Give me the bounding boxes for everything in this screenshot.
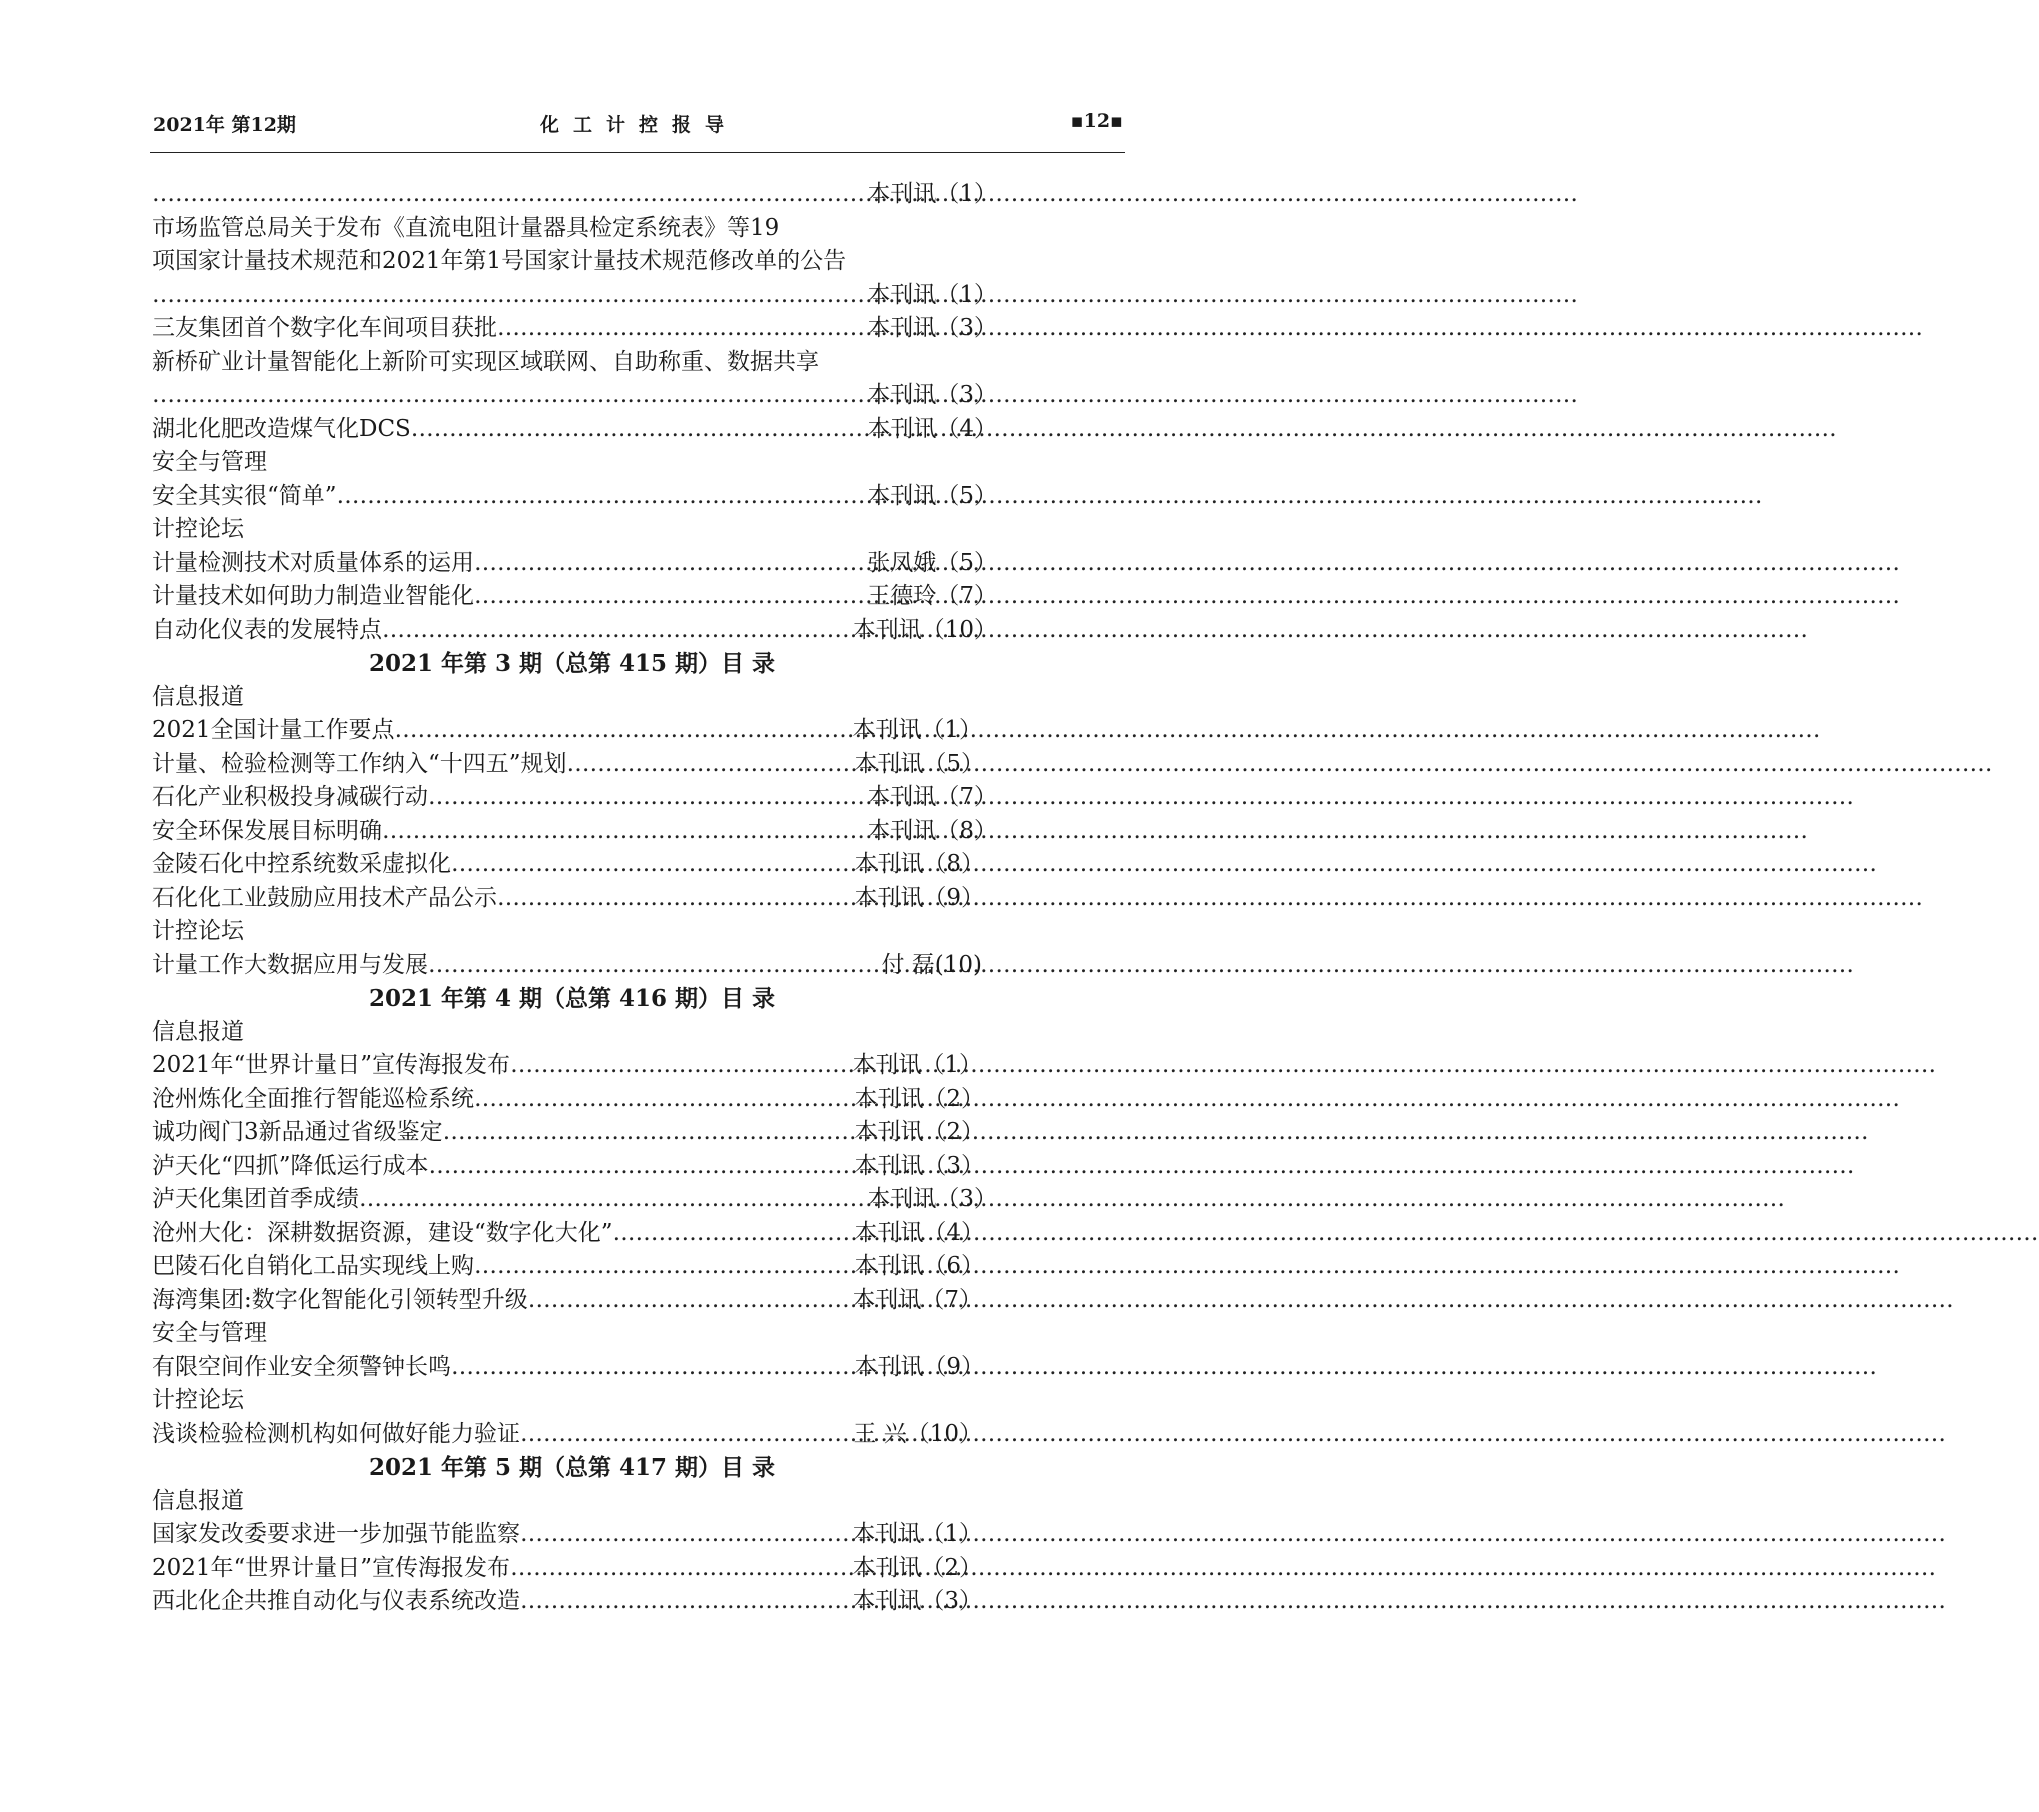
toc-source: 本刊讯（1）: [852, 1052, 982, 1078]
toc-title: 浅谈检验检测机构如何做好能力验证: [152, 1420, 520, 1447]
dot-leader: [429, 1150, 851, 1184]
toc-entry: [152, 1418, 982, 1452]
toc-title: 国家发改委要求进一步加强节能监察: [152, 1521, 520, 1547]
dot-leader: [474, 1250, 850, 1284]
toc-source: 本刊讯（1）: [867, 181, 997, 207]
toc-entry: [152, 1351, 984, 1385]
dot-leader: [497, 882, 850, 916]
table-of-contents: [152, 178, 997, 1619]
toc-entry: [152, 480, 997, 514]
toc-source: 本刊讯（5）: [867, 482, 997, 509]
toc-entry: [152, 815, 997, 849]
toc-source: 张凤娥（5）: [867, 549, 997, 576]
toc-entry: [152, 949, 982, 983]
toc-title: 湖北化肥改造煤气化DCS: [152, 415, 411, 442]
toc-title: 2021年“世界计量日”宣传海报发布: [152, 1554, 511, 1581]
section-heading: 信息报道: [152, 1018, 244, 1045]
section-heading: 信息报道: [152, 683, 244, 710]
dot-leader: [497, 312, 863, 346]
toc-title: 三友集团首个数字化车间项目获批: [152, 315, 497, 341]
toc-title-line: 市场监管总局关于发布《直流电阻计量器具检定系统表》等19: [152, 214, 780, 241]
dot-leader: [474, 547, 863, 581]
toc-source: 本刊讯（1）: [852, 717, 982, 743]
dot-leader: [443, 1116, 851, 1150]
toc-entry: [152, 882, 984, 916]
dot-leader: [520, 1585, 848, 1619]
toc-source: 本刊讯（7）: [852, 1286, 982, 1313]
toc-entry: [152, 1049, 982, 1083]
toc-entry: [152, 413, 997, 447]
section-heading: 计控论坛: [152, 516, 244, 542]
toc-source: 本刊讯（8）: [854, 851, 984, 877]
toc-source: 王 兴（10）: [853, 1420, 982, 1447]
toc-title: 计量工作大数据应用与发展: [152, 951, 428, 978]
dot-leader: [382, 815, 863, 849]
toc-title: 金陵石化中控系统数采虚拟化: [152, 851, 451, 877]
toc-title: 2021全国计量工作要点: [152, 717, 395, 743]
toc-title: 泸天化集团首季成绩: [152, 1186, 359, 1212]
dot-leader: [613, 1217, 851, 1251]
dot-leader: [359, 1183, 863, 1217]
dot-leader: [152, 178, 863, 212]
toc-entry: [152, 614, 997, 648]
toc-title: 巴陵石化自销化工品实现线上购: [152, 1253, 474, 1279]
dot-leader: [510, 1049, 848, 1083]
toc-title: 计量检测技术对质量体系的运用: [152, 549, 474, 576]
toc-title: 计量、检验检测等工作纳入“十四五”规划: [152, 750, 567, 777]
toc-entry: [152, 1150, 984, 1184]
toc-entry: [152, 748, 984, 782]
toc-title: 安全环保发展目标明确: [152, 817, 382, 844]
toc-source: 本刊讯（4）: [854, 1219, 984, 1246]
toc-entry: [152, 312, 997, 346]
toc-entry: [152, 547, 997, 581]
toc-title: 沧州大化：深耕数据资源，建设“数字化大化”: [152, 1219, 613, 1246]
journal-title: 化工计控报导: [540, 114, 739, 136]
toc-entry: [152, 1217, 984, 1251]
toc-entry: [152, 580, 997, 614]
toc-title: 泸天化“四抓”降低运行成本: [152, 1152, 429, 1179]
dot-leader: [428, 781, 863, 815]
issue-heading: 2021 年第 5 期（总第 417 期）目 录: [368, 1454, 776, 1481]
toc-title-line: 新桥矿业计量智能化上新阶可实现区域联网、自助称重、数据共享: [152, 348, 819, 375]
toc-source: 本刊讯（4）: [867, 415, 997, 442]
dot-leader: [474, 1083, 850, 1117]
toc-entry: [152, 379, 997, 413]
toc-source: 本刊讯（3）: [867, 1186, 997, 1212]
toc-entry: [152, 1585, 982, 1619]
page-number: ▪12▪: [1070, 110, 1123, 132]
toc-entry: [152, 714, 982, 748]
dot-leader: [451, 848, 850, 882]
section-heading: 计控论坛: [152, 1387, 244, 1413]
toc-source: 本刊讯（6）: [854, 1253, 984, 1279]
toc-entry: [152, 279, 997, 313]
toc-source: 本刊讯（9）: [854, 1353, 984, 1380]
toc-entry: [152, 1116, 984, 1150]
toc-source: 本刊讯（8）: [867, 817, 997, 844]
toc-source: 本刊讯（3）: [867, 315, 997, 341]
toc-source: 本刊讯（2）: [854, 1085, 984, 1112]
toc-entry: [152, 1183, 997, 1217]
toc-source: 王德玲（7）: [867, 583, 997, 609]
toc-entry: [152, 1250, 984, 1284]
dot-leader: [411, 413, 864, 447]
toc-source: 本刊讯（3）: [867, 382, 997, 408]
toc-title: 2021年“世界计量日”宣传海报发布: [152, 1052, 511, 1078]
dot-leader: [528, 1284, 849, 1318]
dot-leader: [520, 1518, 848, 1552]
toc-entry: [152, 1083, 984, 1117]
issue-label: 2021年 第12期: [153, 114, 296, 136]
section-heading: 信息报道: [152, 1487, 244, 1514]
toc-title: 石化化工业鼓励应用技术产品公示: [152, 884, 497, 911]
section-heading: 安全与管理: [152, 449, 267, 475]
issue-heading: 2021 年第 3 期（总第 415 期）目 录: [368, 650, 776, 677]
toc-source: 本刊讯（1）: [852, 1521, 982, 1547]
dot-leader: [474, 580, 863, 614]
toc-source: 付 磊(10): [881, 951, 982, 978]
section-heading: 安全与管理: [152, 1320, 267, 1346]
toc-source: 本刊讯（3）: [854, 1152, 984, 1179]
toc-source: 本刊讯（2）: [852, 1554, 982, 1581]
toc-title: 有限空间作业安全须警钟长鸣: [152, 1353, 451, 1380]
page-header: [150, 96, 1125, 153]
dot-leader: [337, 480, 864, 514]
dot-leader: [510, 1552, 848, 1586]
dot-leader: [520, 1418, 849, 1452]
toc-title: 石化产业积极投身减碳行动: [152, 784, 428, 810]
toc-source: 本刊讯（1）: [867, 281, 997, 308]
dot-leader: [567, 748, 851, 782]
toc-source: 本刊讯（2）: [854, 1119, 984, 1145]
dot-leader: [152, 379, 863, 413]
toc-entry: [152, 1284, 982, 1318]
toc-title: 自动化仪表的发展特点: [152, 616, 382, 643]
toc-title-line: 项国家计量技术规范和2021年第1号国家计量技术规范修改单的公告: [152, 248, 847, 274]
toc-entry: [152, 1518, 982, 1552]
issue-heading: 2021 年第 4 期（总第 416 期）目 录: [368, 985, 776, 1012]
toc-source: 本刊讯（3）: [852, 1588, 982, 1614]
toc-title: 沧州炼化全面推行智能巡检系统: [152, 1085, 474, 1112]
toc-entry: [152, 178, 997, 212]
toc-title: 诚功阀门3新品通过省级鉴定: [152, 1119, 443, 1145]
toc-title: 西北化企共推自动化与仪表系统改造: [152, 1588, 520, 1614]
dot-leader: [382, 614, 849, 648]
dot-leader: [451, 1351, 850, 1385]
toc-entry: [152, 1552, 982, 1586]
toc-entry: [152, 781, 997, 815]
toc-title: 安全其实很“简单”: [152, 482, 337, 509]
dot-leader: [428, 949, 877, 983]
toc-source: 本刊讯（5）: [854, 750, 984, 777]
dot-leader: [152, 279, 863, 313]
toc-source: 本刊讯（7）: [867, 784, 997, 810]
toc-source: 本刊讯（9）: [854, 884, 984, 911]
dot-leader: [395, 714, 849, 748]
toc-source: 本刊讯（10）: [852, 616, 997, 643]
toc-title: 海湾集团:数字化智能化引领转型升级: [152, 1286, 528, 1313]
toc-title: 计量技术如何助力制造业智能化: [152, 583, 474, 609]
toc-entry: [152, 848, 984, 882]
section-heading: 计控论坛: [152, 918, 244, 944]
